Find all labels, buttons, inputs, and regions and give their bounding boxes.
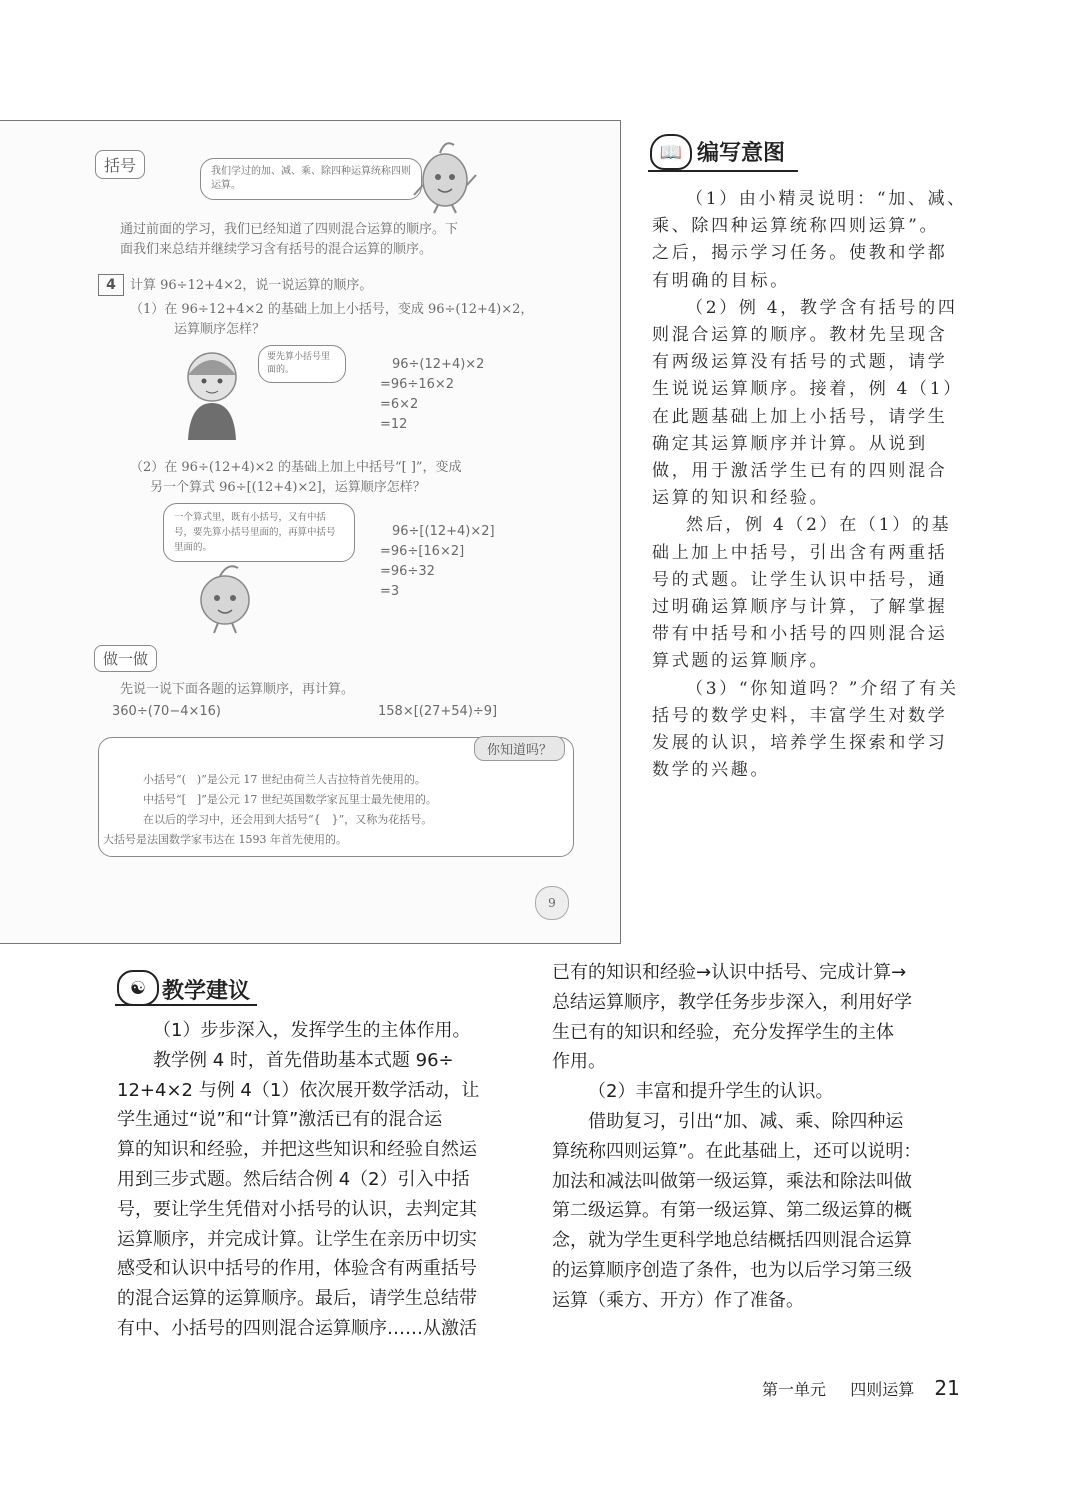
example-number-box: 4 (98, 274, 124, 296)
writing-intent-underline (648, 170, 798, 172)
did-you-know-title: 你知道吗？ (474, 736, 565, 761)
calculation-2: 96÷[(12+4)×2] =96÷[16×2] =96÷32 =3 (380, 524, 495, 599)
part2-text: （2）在 96÷(12+4)×2 的基础上加上中括号“[ ]”，变成 另一个算式 96÷[(12+4)×2]，运算顺序怎样？ (130, 460, 462, 495)
teaching-suggestions-right: 已有的知识和经验→认识中括号、完成计算→ 总结运算顺序，教学任务步步深入，利用好学 生已有的知识和经验，充分发挥学生的主体 作用。 （2）丰富和提升学生的认识。 借助复习，引出“加、减、乘、除四种运 算统称四则运算”。在此基础上，还可以说明： 加法和减法叫做第一级运算，乘法和除法叫做 第二级运算。有第一级运算、第二级运算的概 念，就为学生更科学地总结概括四则混合运算 的运算顺序创造了条件，也为以后学习第三级 运算（乘方、开方）作了准备。 (552, 962, 922, 1311)
part1-text: （1）在 96÷12+4×2 的基础上加上小括号，变成 96÷(12+4)×2， 运算顺序怎样？ (130, 302, 534, 337)
intro-speech-bubble: 我们学过的加、减、乘、除四种运算统称四则运算。 (200, 158, 422, 200)
girl-illustration (170, 345, 260, 445)
footer-unit: 第一单元 (762, 1380, 827, 1399)
teaching-suggestions-title: 教学建议 (162, 979, 251, 1004)
practice-tag: 做一做 (94, 645, 157, 672)
teaching-suggestions-left: （1）步步深入，发挥学生的主体作用。 教学例 4 时，首先借助基本式题 96÷ 12+4×2 与例 4（1）依次展开数学活动，让 学生通过“说”和“计算”激活已有的混合运 算的知识和经验，并把这些知识和经验自然运 用到三步式题。然后结合例 4（2）引入中括 号，要让学生凭借对小括号的认识，去判定其 运算顺序，并完成计算。让学生在亲历中切实 感受和认识中括号的作用，体验含有两重括号 的混合运算的运算顺序。最后，请学生总结带 有中、小括号的四则混合运算顺序……从激活 (117, 1020, 480, 1339)
did-you-know-text: 小括号“( )”是公元 17 世纪由荷兰人吉拉特首先使用的。 中括号“[ ]”是公元 17 世纪英国数学家瓦里士最先使用的。 在以后的学习中，还会用到大括号“{ }”，又称为花括号。 大括号是法国数学家韦达在 1593 年首先使用的。 (103, 773, 437, 846)
writing-intent-text: （1）由小精灵说明：“加、减、 乘、除四种运算统称四则运算”。 之后，揭示学习任务。使教和学都 有明确的目标。 （2）例 4，教学含有括号的四 则混合运算的顺序。教材先呈现含 有两级运算没有括号的式题，请学 生说说运算顺序。接着，例 4（1） 在此题基础上加上小括号，请学生 确定其运算顺序并计算。从说到 做，用于激活学生已有的四则混合 运算的知识和经验。 然后，例 4（2）在（1）的基 础上加上中括号，引出含有两重括 号的式题。让学生认识中括号，通 过明确运算顺序与计算，了解掌握 带有中括号和小括号的四则混合运 算式题的运算顺序。 （3）“你知道吗？”介绍了有关 括号的数学史料，丰富学生对数学 发展的认识，培养学生探索和学习 数学的兴趣。 (652, 189, 968, 781)
fruit-mascot-illustration (190, 560, 260, 635)
example-prompt: 计算 96÷12+4×2，说一说运算的顺序。 (130, 278, 373, 293)
practice-item-2: 158×[(27+54)÷9] (378, 704, 498, 719)
practice-item-1: 360÷(70−4×16) (112, 704, 221, 719)
fruit-speech-bubble: 一个算式里，既有小括号，又有中括号，要先算小括号里面的，再算中括号里面的。 (163, 503, 355, 562)
footer (762, 1376, 960, 1400)
textbook-page-number: 9 (535, 886, 569, 920)
did-you-know-box (98, 737, 574, 857)
teaching-suggestions-underline (115, 1004, 257, 1006)
calculation-1: 96÷(12+4)×2 =96÷16×2 =6×2 =12 (380, 357, 485, 432)
girl-speech-bubble: 要先算小括号里面的。 (258, 345, 346, 383)
footer-chapter: 四则运算 (850, 1380, 915, 1399)
practice-text: 先说一说下面各题的运算顺序，再计算。 (120, 682, 355, 697)
writing-intent-title: 编写意图 (697, 141, 786, 166)
mascot-illustration (410, 135, 480, 215)
topic-tag: 括号 (95, 150, 145, 179)
suggestion-icon: ☯ (117, 970, 159, 1006)
footer-page-number: 21 (934, 1376, 960, 1400)
intro-text: 通过前面的学习，我们已经知道了四则混合运算的顺序。下 面我们来总结并继续学习含有括号的混合运算的顺序。 (120, 222, 459, 257)
book-icon: 📖 (650, 134, 692, 170)
